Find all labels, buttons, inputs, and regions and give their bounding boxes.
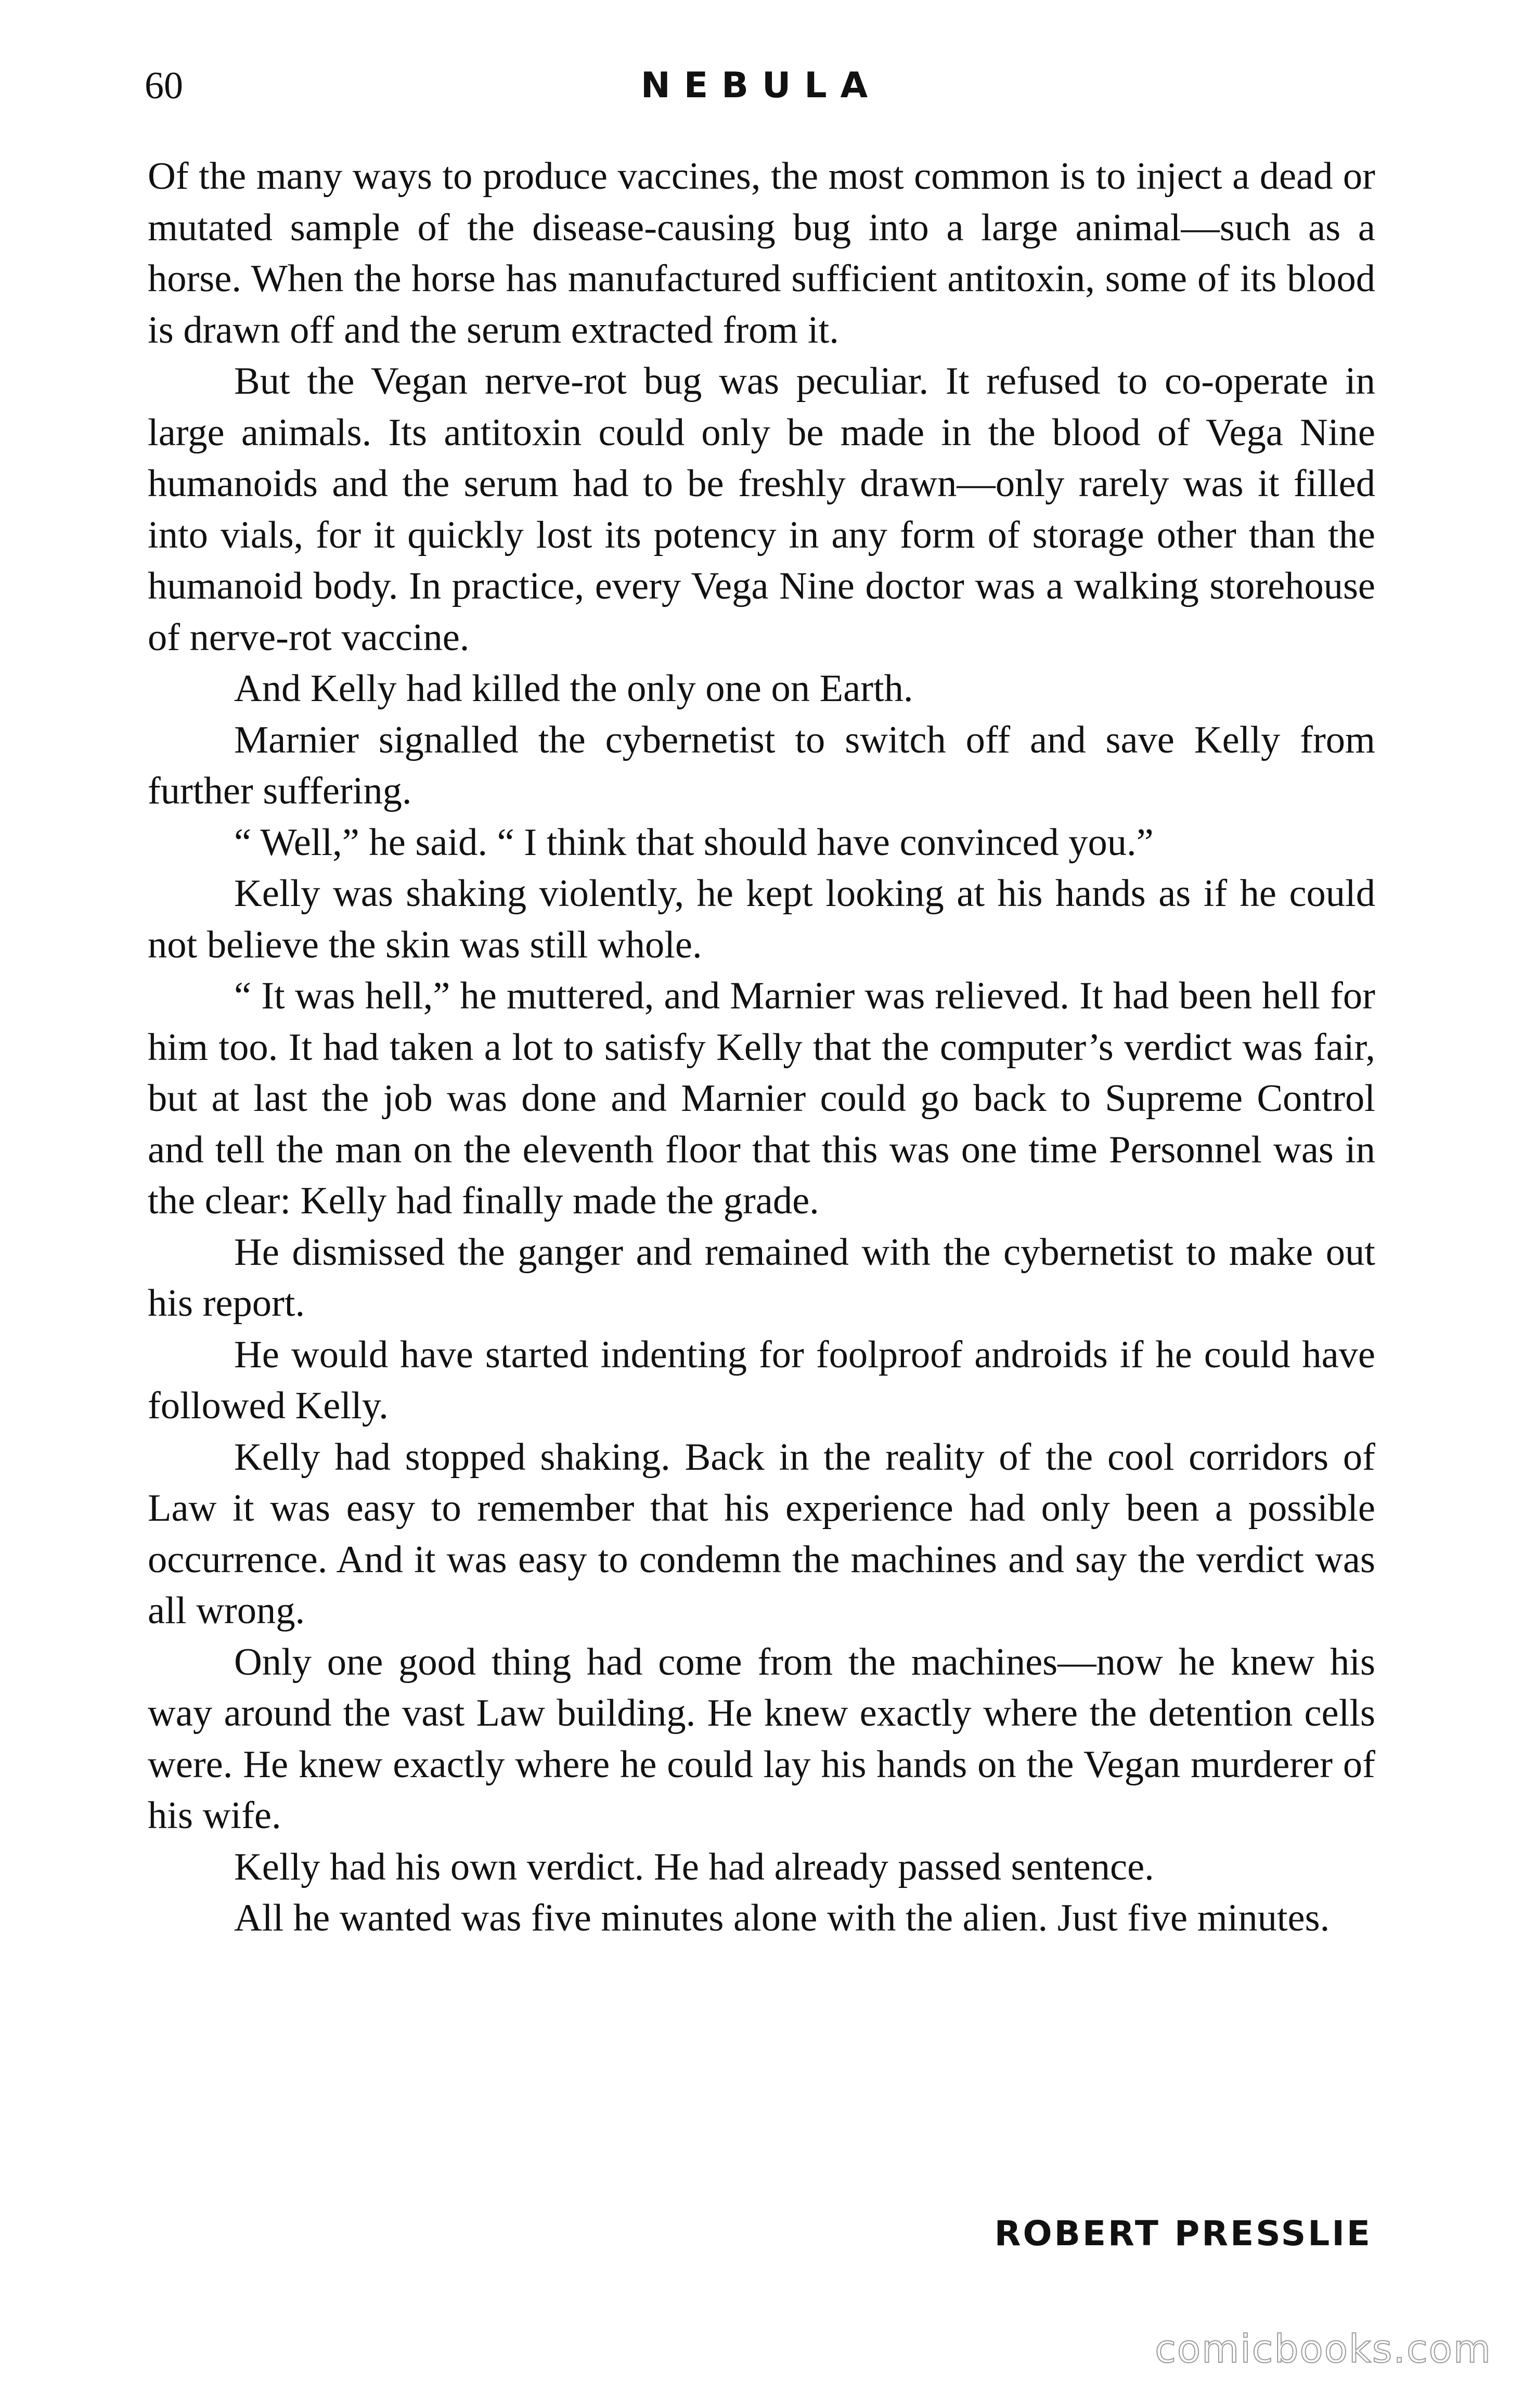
- paragraph: But the Vegan nerve-rot bug was peculiar. It refused to co-operate in large animals. Its antitoxin could only be made in the blood of Vega Nine humanoids and the serum had to be freshly drawn—only rarely was it filled into vials, for it quickly lost its potency in any form of storage other than the humanoid body. In practice, every Vega Nine doctor was a walking storehouse of nerve-rot vaccine.: [148, 360, 1375, 659]
- paragraph: And Kelly had killed the only one on Earth.: [234, 667, 913, 710]
- paragraph: He would have started indenting for foolproof androids if he could have followed Kelly.: [148, 1333, 1375, 1427]
- paragraph: “ Well,” he said. “ I think that should have convinced you.”: [234, 821, 1154, 864]
- paragraph: Kelly had stopped shaking. Back in the reality of the cool corridors of Law it was easy to remember that his experience had only been a possible occurrence. And it was easy to condemn the machines and say the verdict was all wrong.: [148, 1435, 1375, 1632]
- running-title: NEBULA: [640, 65, 882, 106]
- paragraph: “ It was hell,” he muttered, and Marnier was relieved. It had been hell for him too. It had taken a lot to satisfy Kelly that the computer’s verdict was fair, but at last the job was done and Marnier could go back to Supreme Control and tell the man on the eleventh floor that this was one time Personnel was in the clear: Kelly had finally made the grade.: [148, 975, 1375, 1222]
- paragraph: All he wanted was five minutes alone with the alien. Just five minutes.: [234, 1897, 1330, 1939]
- story-text: [148, 151, 1375, 1944]
- watermark: comicbooks.com: [1155, 2327, 1492, 2372]
- paragraph: Of the many ways to produce vaccines, the most common is to inject a dead or mutated sample of the disease-causing bug into a large animal—such as a horse. When the horse has manufactured sufficient antitoxin, some of its blood is drawn off and the serum extracted from it.: [148, 155, 1375, 352]
- paragraph: Marnier signalled the cybernetist to switch off and save Kelly from further suffering.: [148, 718, 1375, 812]
- paragraph: Kelly had his own verdict. He had already passed sentence.: [234, 1845, 1154, 1888]
- paragraph: Only one good thing had come from the machines—now he knew his way around the vast Law building. He knew exactly where the detention cells were. He knew exactly where he could lay his hands on the Vegan murderer of his wife.: [148, 1640, 1375, 1837]
- author-byline: ROBERT PRESSLIE: [994, 2213, 1372, 2254]
- paragraph: He dismissed the ganger and remained with the cybernetist to make out his report.: [148, 1231, 1375, 1325]
- page-header: [145, 57, 1377, 114]
- page-number: 60: [145, 64, 183, 107]
- paragraph: Kelly was shaking violently, he kept looking at his hands as if he could not believe the skin was still whole.: [148, 872, 1375, 966]
